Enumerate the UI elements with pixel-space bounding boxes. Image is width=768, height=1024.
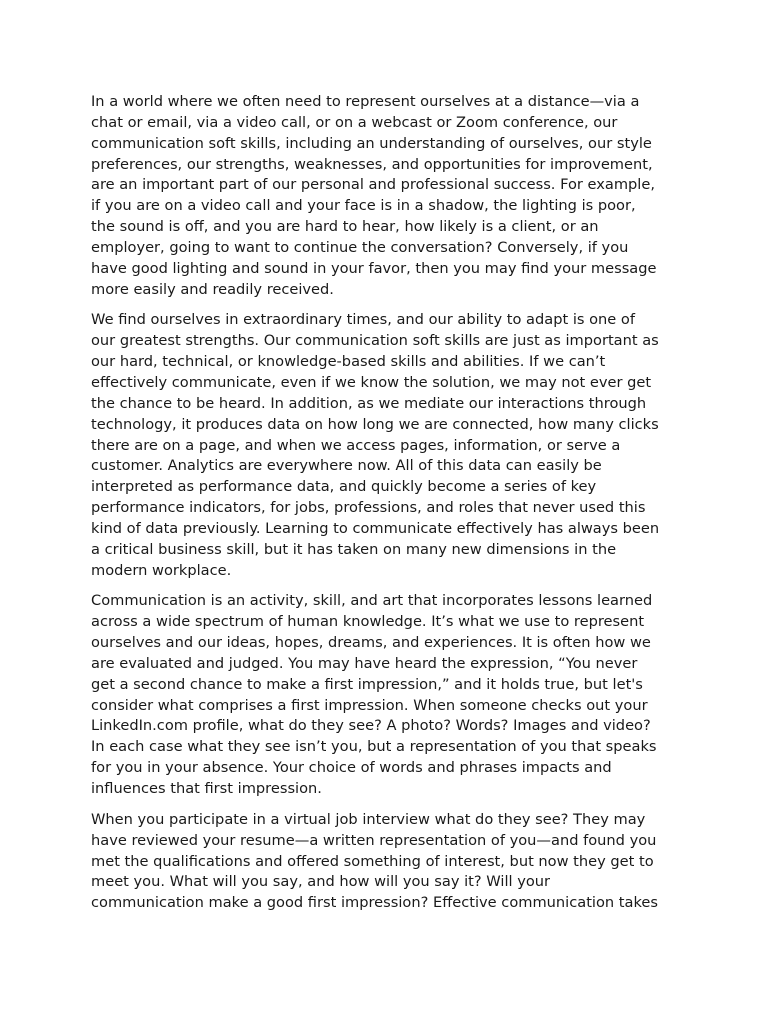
text-line: consider what comprises a first impression. When someone checks out your <box>91 696 648 714</box>
text-line: interpreted as performance data, and quickly become a series of key <box>91 478 597 496</box>
paragraph-2 <box>91 310 683 581</box>
text-line: met the qualifications and offered something of interest, but now they get to <box>91 852 654 870</box>
text-line: influences that first impression. <box>91 780 322 797</box>
text-line: the chance to be heard. In addition, as we mediate our interactions through <box>91 394 647 412</box>
text-line: kind of data previously. Learning to communicate effectively has always been <box>91 519 660 537</box>
text-line: for you in your absence. Your choice of words and phrases impacts and <box>91 759 612 777</box>
text-line: have good lighting and sound in your favor, then you may find your message <box>91 259 657 277</box>
text-line: effectively communicate, even if we know the solution, we may not ever get <box>91 373 652 391</box>
document-page <box>91 92 683 924</box>
text-line: We find ourselves in extraordinary times, and our ability to adapt is one of <box>91 311 635 329</box>
text-line: get a second chance to make a first impression,” and it holds true, but let's <box>91 675 643 693</box>
text-line: chat or email, via a video call, or on a webcast or Zoom conference, our <box>91 113 618 131</box>
text-line: Communication is an activity, skill, and art that incorporates lessons learned <box>91 592 653 610</box>
text-line: modern workplace. <box>91 561 232 579</box>
text-line: communication soft skills, including an understanding of ourselves, our style <box>91 134 652 152</box>
text-line: In each case what they see isn’t you, but a representation of you that speaks <box>91 738 657 756</box>
text-line: if you are on a video call and your face is in a shadow, the lighting is poor, <box>91 197 636 215</box>
text-line: meet you. What will you say, and how will you say it? Will your <box>91 873 551 891</box>
text-line: In a world where we often need to represent ourselves at a distance—via a <box>91 93 640 110</box>
text-line: employer, going to want to continue the conversation? Conversely, if you <box>91 238 629 256</box>
text-line: a critical business skill, but it has taken on many new dimensions in the <box>91 540 617 558</box>
text-line: technology, it produces data on how long we are connected, how many clicks <box>91 415 659 433</box>
text-line: are evaluated and judged. You may have heard the expression, “You never <box>91 654 638 672</box>
text-line: across a wide spectrum of human knowledge. It’s what we use to represent <box>91 613 645 631</box>
text-line: ourselves and our ideas, hopes, dreams, and experiences. It is often how we <box>91 634 651 652</box>
paragraph-4 <box>91 810 683 914</box>
text-line: performance indicators, for jobs, professions, and roles that never used this <box>91 499 646 517</box>
text-line: preferences, our strengths, weaknesses, and opportunities for improvement, <box>91 155 653 173</box>
text-line: more easily and readily received. <box>91 280 334 298</box>
text-line: have reviewed your resume—a written representation of you—and found you <box>91 831 657 849</box>
text-line: there are on a page, and when we access pages, information, or serve a <box>91 436 621 454</box>
text-line: LinkedIn.com profile, what do they see? A photo? Words? Images and video? <box>91 717 651 735</box>
text-line: the sound is off, and you are hard to hear, how likely is a client, or an <box>91 218 599 236</box>
text-line: customer. Analytics are everywhere now. All of this data can easily be <box>91 457 602 475</box>
paragraph-1 <box>91 92 683 300</box>
text-line: our greatest strengths. Our communication soft skills are just as important as <box>91 332 659 350</box>
text-line: communication make a good first impression? Effective communication takes <box>91 894 658 912</box>
text-line: are an important part of our personal and professional success. For example, <box>91 176 655 194</box>
paragraph-3 <box>91 591 683 799</box>
text-line: our hard, technical, or knowledge-based skills and abilities. If we can’t <box>91 353 606 371</box>
text-line: When you participate in a virtual job interview what do they see? They may <box>91 810 646 828</box>
